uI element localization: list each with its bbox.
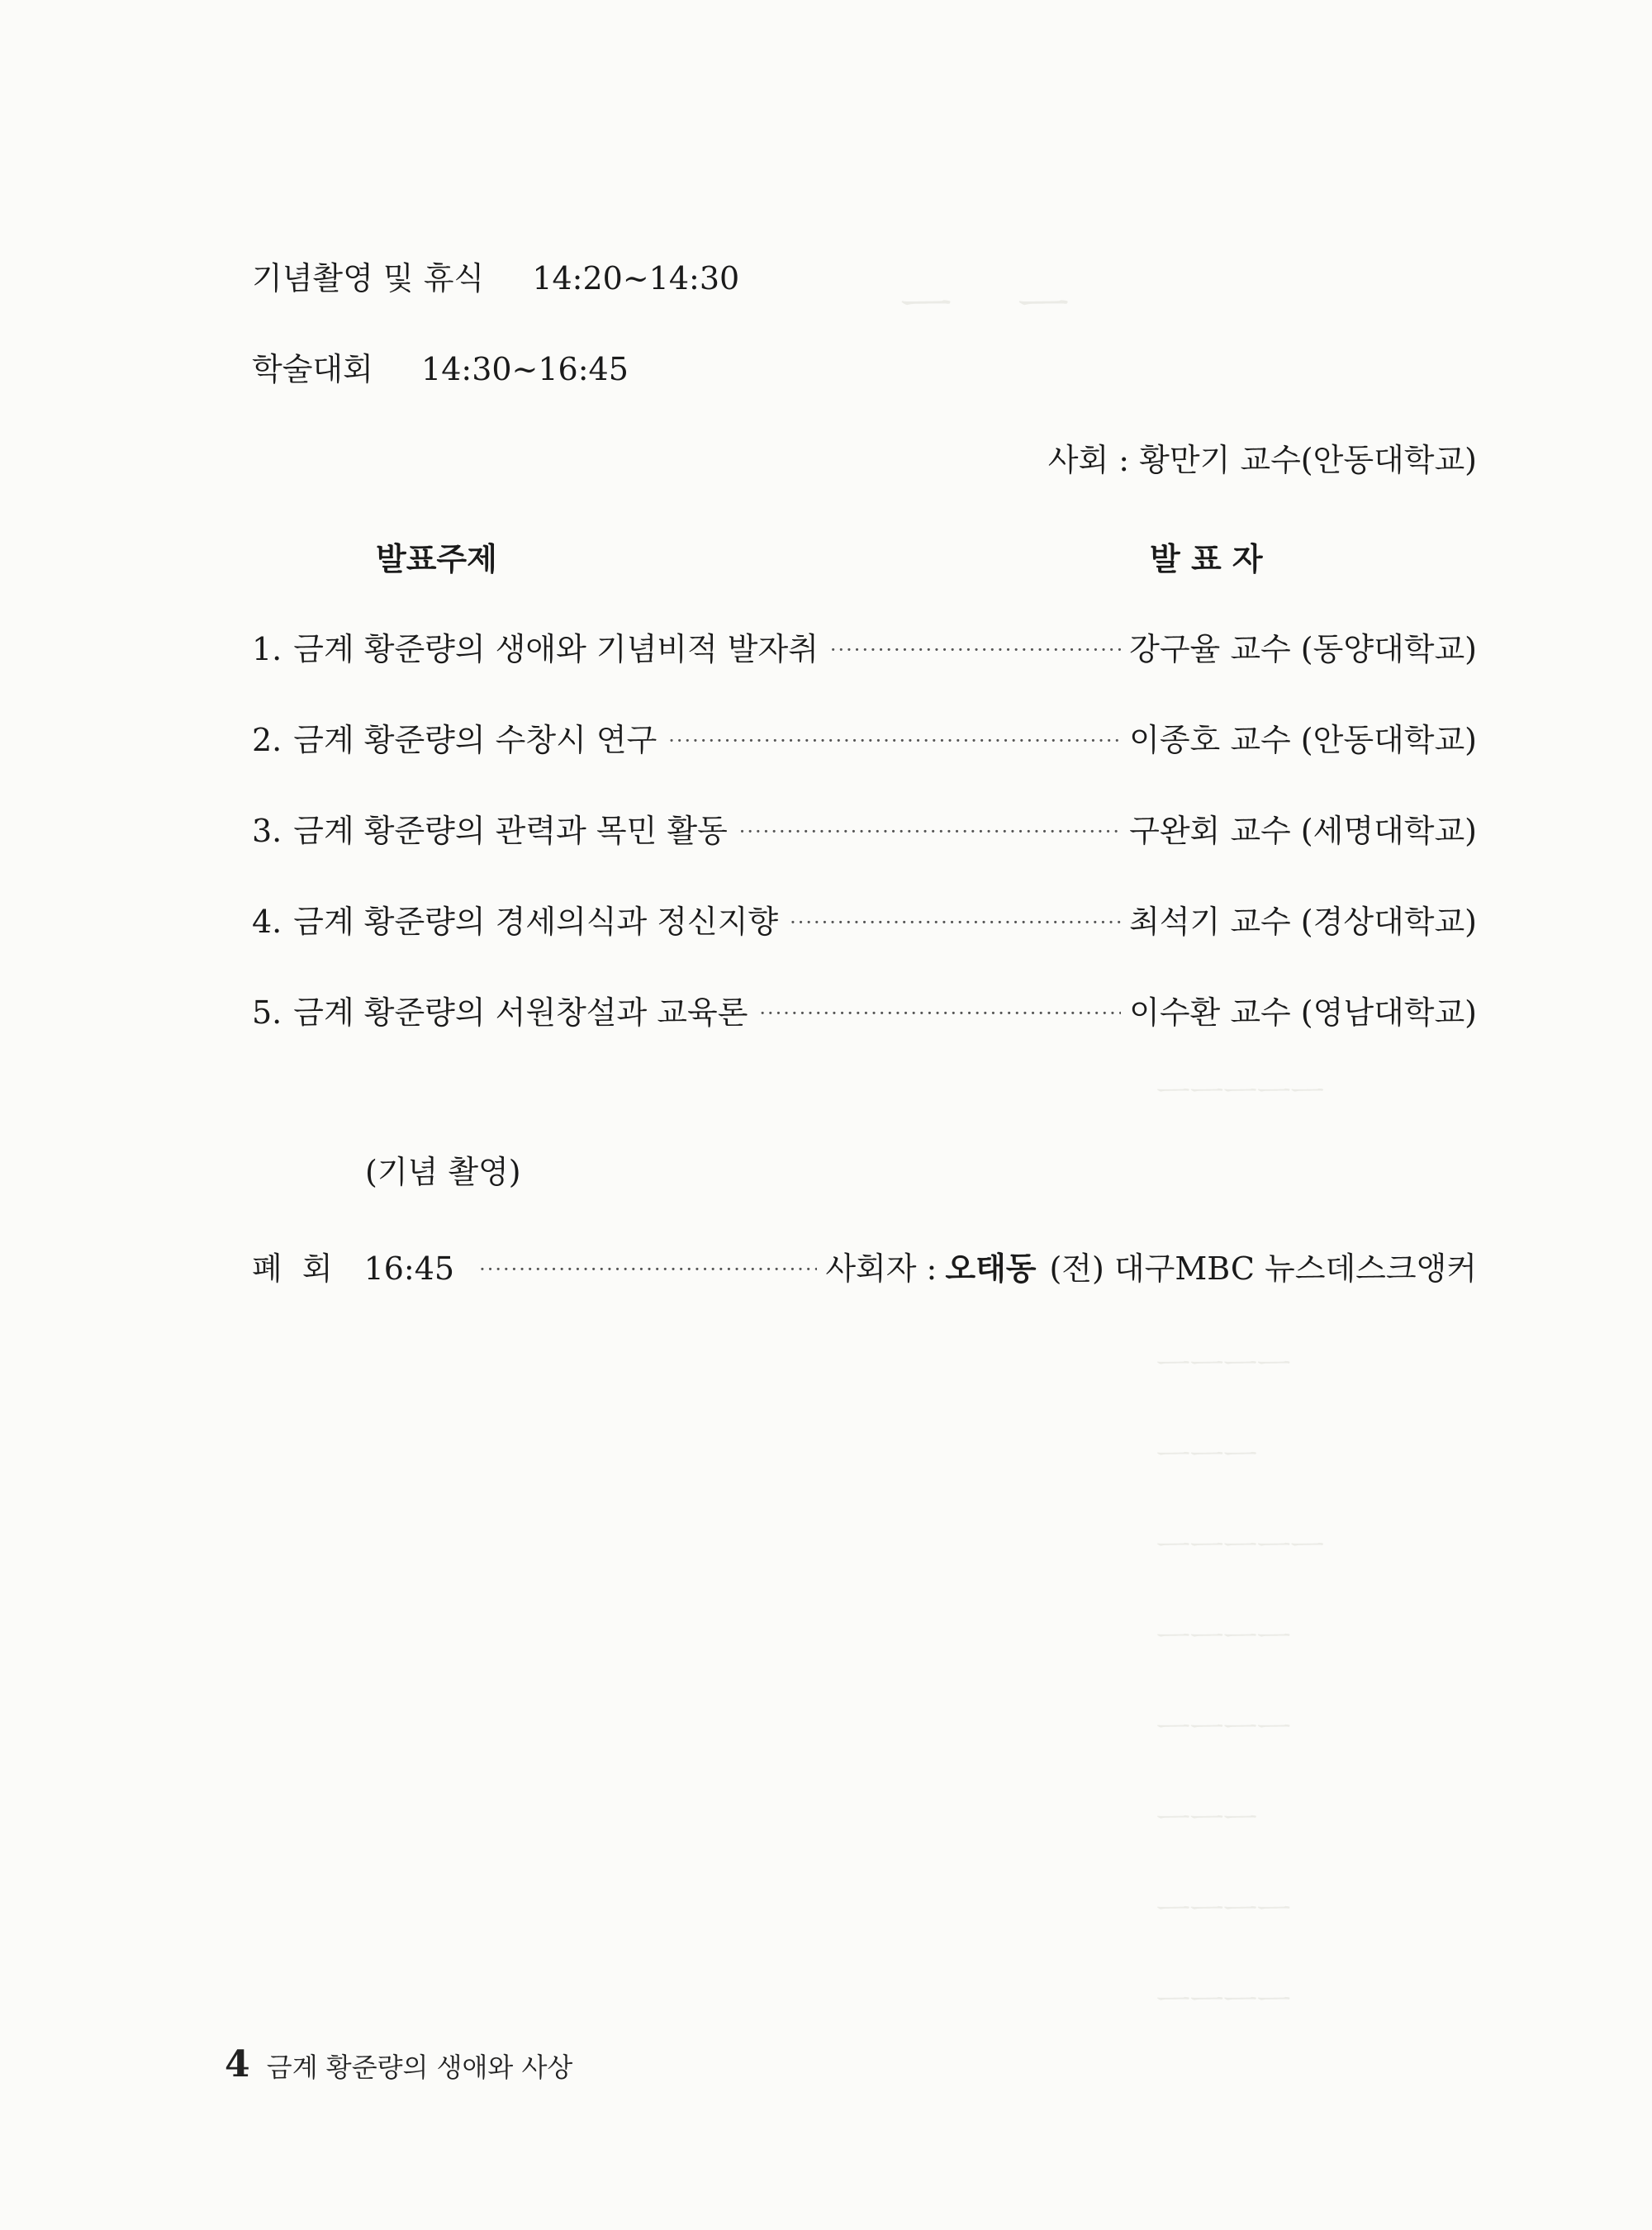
- dot-leader: [479, 1258, 817, 1281]
- photo-break-time: 14:20~14:30: [532, 260, 740, 297]
- presentation-number: 5.: [252, 994, 282, 1031]
- bleed-through-mark: ㅡㅡㅡㅡ: [1156, 1981, 1291, 2021]
- closing-label: 폐 회: [252, 1250, 333, 1287]
- presentation-presenter: 구완회 교수 (세명대학교): [1129, 813, 1477, 849]
- page-number: 4: [225, 2043, 250, 2085]
- presentation-row: [252, 987, 1477, 1032]
- running-title: 금계 황준량의 생애와 사상: [266, 2052, 573, 2083]
- presentation-presenter: 최석기 교수 (경상대학교): [1129, 904, 1477, 940]
- dot-leader: [830, 638, 1121, 662]
- presentation-number: 2.: [252, 722, 282, 758]
- presentation-title: 금계 황준량의 수창시 연구: [293, 722, 657, 758]
- bleed-through-mark: ㅡㅡㅡ: [1156, 1799, 1257, 1839]
- presentation-number: 1.: [252, 631, 282, 667]
- closing-row: [252, 1243, 1477, 1288]
- presentation-row: [252, 714, 1477, 760]
- closing-host-name: 오태동: [945, 1250, 1037, 1287]
- presentation-title: 금계 황준량의 관력과 목민 활동: [293, 813, 728, 849]
- presentation-number: 3.: [252, 813, 282, 849]
- presentation-title: 금계 황준량의 경세의식과 정신지향: [293, 904, 779, 940]
- presentation-title: 금계 황준량의 생애와 기념비적 발자취: [293, 631, 819, 667]
- conference-label: 학술대회: [252, 351, 373, 387]
- conference-line: [252, 353, 629, 385]
- dot-leader: [668, 729, 1121, 752]
- presentation-presenter: 강구율 교수 (동양대학교): [1129, 631, 1477, 667]
- photo-note: (기념 촬영): [365, 1154, 521, 1190]
- bleed-through-mark: ㅡㅡㅡㅡㅡ: [1156, 1526, 1324, 1567]
- presentation-row: [252, 896, 1477, 942]
- dot-leader: [739, 820, 1121, 843]
- bleed-through-mark: ㅡㅡㅡㅡ: [1156, 1617, 1291, 1658]
- bleed-through-mark: ㅡㅡㅡㅡ: [1156, 1708, 1291, 1748]
- topic-column-header: 발표주제: [376, 540, 497, 577]
- bleed-through-mark: ㅡㅡㅡ: [1156, 1435, 1257, 1476]
- presentation-row: [252, 624, 1477, 669]
- closing-time: 16:45: [363, 1250, 455, 1287]
- presentation-number: 4.: [252, 904, 282, 940]
- presentation-title: 금계 황준량의 서원창설과 교육론: [293, 994, 748, 1031]
- bleed-through-mark: ㅡㅡㅡㅡㅡ: [1156, 1072, 1324, 1113]
- presentation-presenter: 이종호 교수 (안동대학교): [1129, 722, 1477, 758]
- page-footer: [225, 2043, 572, 2085]
- bleed-through-mark: ㅡㅡㅡㅡ: [1156, 1345, 1291, 1385]
- presentation-row: [252, 805, 1477, 851]
- conference-time: 14:30~16:45: [421, 351, 629, 387]
- bleed-through-mark: ㅡㅡㅡㅡ: [1156, 1890, 1291, 1930]
- photo-break-label: 기념촬영 및 휴식: [252, 260, 485, 297]
- bleed-through-mark: ㅡ ㅡ: [900, 277, 1094, 338]
- closing-host-prefix: 사회자 :: [825, 1250, 938, 1287]
- closing-host-suffix: (전) 대구MBC 뉴스데스크앵커: [1049, 1250, 1477, 1287]
- presentation-presenter: 이수환 교수 (영남대학교): [1129, 994, 1477, 1031]
- presenter-column-header: 발 표 자: [1150, 540, 1263, 577]
- dot-leader: [790, 911, 1121, 934]
- photo-break-line: [252, 260, 740, 297]
- moderator-line: 사회 : 황만기 교수(안동대학교): [1047, 442, 1477, 478]
- dot-leader: [759, 1002, 1121, 1025]
